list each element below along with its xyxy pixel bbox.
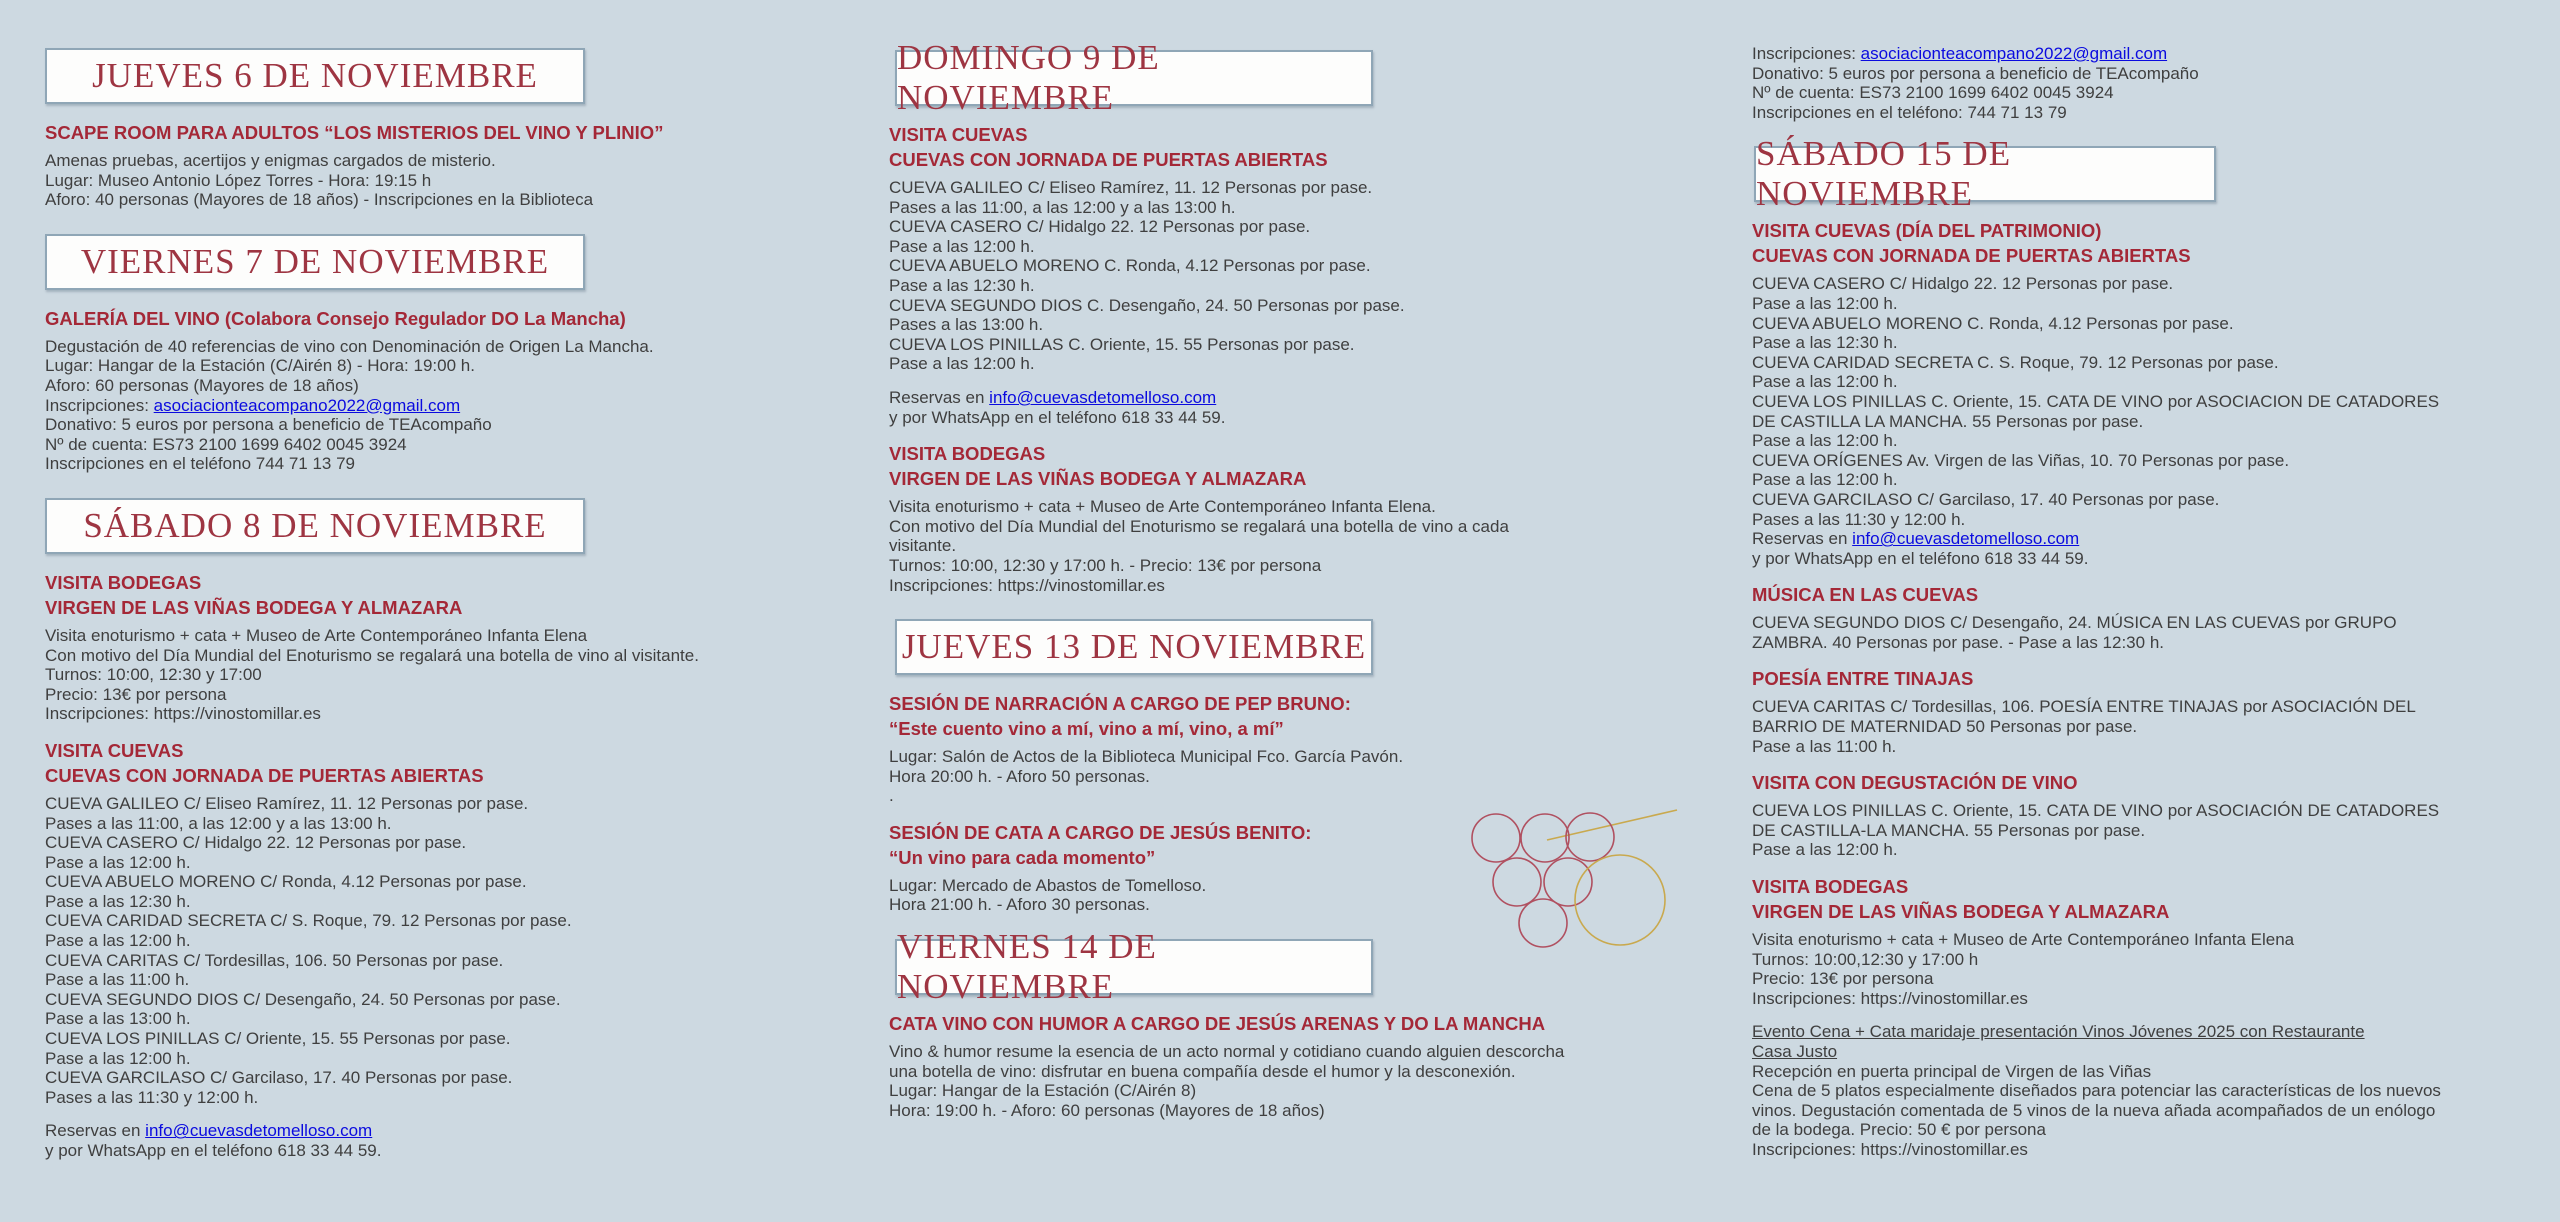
section-title-line: VIRGEN DE LAS VIÑAS BODEGA Y ALMAZARA — [45, 596, 463, 618]
text-line: una botella de vino: disfrutar en buena compañía desde el humor y la desconexión. — [889, 1061, 1516, 1081]
text-line: Turnos: 10:00, 12:30 y 17:00 — [45, 665, 262, 685]
email-link[interactable]: asociacionteacompano2022@gmail.com — [153, 395, 461, 415]
text-line: Visita enoturismo + cata + Museo de Arte Contemporáneo Infanta Elena — [1752, 930, 2295, 950]
text-line: CUEVA ABUELO MORENO C. Ronda, 4.12 Personas por pase. — [889, 256, 1371, 276]
text-line: Turnos: 10:00, 12:30 y 17:00 h. - Precio: 13€ por persona — [889, 555, 1322, 575]
section-title — [45, 306, 855, 331]
text-line: Con motivo del Día Mundial del Enoturismo se regalará una botella de vino a cada — [889, 516, 1509, 536]
text-line: Lugar: Mercado de Abastos de Tomelloso. — [889, 875, 1207, 895]
email-link[interactable]: info@cuevasdetomelloso.com — [1852, 529, 2080, 549]
text-line: Lugar: Museo Antonio López Torres - Hora: 19:15 h — [45, 170, 432, 190]
section-title — [1752, 218, 2552, 268]
grape-berry-icon — [1472, 814, 1520, 862]
text-line: CUEVA CARIDAD SECRETA C/ S. Roque, 79. 12 Personas por pase. — [45, 911, 572, 931]
text-line: CUEVA CASERO C/ Hidalgo 22. 12 Personas por pase. — [1752, 274, 2174, 294]
text-line: Hora: 19:00 h. - Aforo: 60 personas (Mayores de 18 años) — [889, 1100, 1325, 1120]
text-line: CUEVA ORÍGENES Av. Virgen de las Viñas, 10. 70 Personas por pase. — [1752, 450, 2290, 470]
text-line: Pase a las 12:30 h. — [1752, 333, 1898, 353]
text-line: CUEVA CASERO C/ Hidalgo 22. 12 Personas por pase. — [45, 833, 467, 853]
date-header: VIERNES 14 DE NOVIEMBRE — [895, 939, 1373, 995]
text-line: Nº de cuenta: ES73 2100 1699 6402 0045 3924 — [1752, 83, 2114, 103]
text-line: vinos. Degustación comentada de 5 vinos de la nueva añada acompañados de un enólogo — [1752, 1100, 2436, 1120]
paragraph — [45, 1121, 855, 1160]
section-title — [45, 570, 855, 620]
paragraph — [45, 337, 855, 474]
column-3 — [1752, 0, 2552, 1174]
text-line — [45, 1121, 855, 1141]
text-line: CUEVA LOS PINILLAS C. Oriente, 15. CATA DE VINO por ASOCIACIÓN DE CATADORES — [1752, 801, 2440, 821]
grape-illustration — [1440, 740, 1740, 1000]
text-line: Donativo: 5 euros por persona a beneficio de TEAcompaño — [45, 415, 492, 435]
section-title — [1752, 770, 2552, 795]
text-line: CUEVA SEGUNDO DIOS C. Desengaño, 24. 50 Personas por pase. — [889, 295, 1405, 315]
section-title-line: VISITA BODEGAS — [1752, 876, 1909, 898]
text-line: Nº de cuenta: ES73 2100 1699 6402 0045 3924 — [45, 434, 407, 454]
text-line: Pase a las 12:00 h. — [45, 1048, 191, 1068]
text-line: CUEVA GALILEO C/ Eliseo Ramírez, 11. 12 Personas por pase. — [889, 178, 1373, 197]
section-title-line: CUEVAS CON JORNADA DE PUERTAS ABIERTAS — [45, 764, 484, 786]
paragraph — [1752, 1022, 2552, 1159]
text-line: DE CASTILLA-LA MANCHA. 55 Personas por pase. — [1752, 820, 2146, 840]
text-line: CUEVA CARITAS C/ Tordesillas, 106. 50 Personas por pase. — [45, 950, 504, 970]
text-line: y por WhatsApp en el teléfono 618 33 44 59. — [889, 407, 1226, 427]
text-line: CUEVA CARIDAD SECRETA C. S. Roque, 79. 12 Personas por pase. — [1752, 352, 2279, 372]
text-line: Inscripciones en el teléfono: 744 71 13 79 — [1752, 102, 2067, 122]
section-title-line: VISITA CUEVAS (DÍA DEL PATRIMONIO) — [1752, 220, 2102, 242]
text-line: Pase a las 12:00 h. — [1752, 293, 1898, 313]
grape-berry-icon — [1493, 858, 1541, 906]
section-title — [1752, 666, 2552, 691]
section-title-line: CUEVAS CON JORNADA DE PUERTAS ABIERTAS — [1752, 245, 2191, 267]
text-span: Reservas en — [1752, 529, 1853, 549]
text-line: CUEVA GARCILASO C/ Garcilaso, 17. 40 Personas por pase. — [1752, 489, 2220, 509]
text-line: Pase a las 12:00 h. — [1752, 840, 1898, 860]
wine-glass-icon — [1575, 855, 1665, 945]
text-line: Precio: 13€ por persona — [45, 684, 227, 704]
text-line: Recepción en puerta principal de Virgen de las Viñas — [1752, 1061, 2152, 1081]
section-title-line: SESIÓN DE NARRACIÓN A CARGO DE PEP BRUNO: — [889, 693, 1351, 715]
section-title-line: “Un vino para cada momento” — [889, 846, 1156, 868]
text-line: Aforo: 40 personas (Mayores de 18 años) - Inscripciones en la Biblioteca — [45, 190, 594, 210]
text-line: Aforo: 60 personas (Mayores de 18 años) — [45, 375, 359, 395]
email-link[interactable]: info@cuevasdetomelloso.com — [145, 1121, 373, 1141]
text-line: Pases a las 11:30 y 12:00 h. — [1752, 509, 1966, 529]
section-title-line: VIRGEN DE LAS VIÑAS BODEGA Y ALMAZARA — [1752, 901, 2170, 923]
text-line: Hora 21:00 h. - Aforo 30 personas. — [889, 895, 1150, 915]
paragraph — [45, 151, 855, 210]
text-line: Pase a las 13:00 h. — [45, 1009, 191, 1029]
text-line: Vino & humor resume la esencia de un acto normal y cotidiano cuando alguien descorcha — [889, 1042, 1565, 1062]
text-line: CUEVA LOS PINILLAS C. Oriente, 15. 55 Personas por pase. — [889, 334, 1355, 354]
text-line: Pases a las 13:00 h. — [889, 315, 1044, 335]
section-title-line: MÚSICA EN LAS CUEVAS — [1752, 584, 1979, 606]
column-1 — [45, 0, 855, 1175]
text-line: Donativo: 5 euros por persona a beneficio de TEAcompaño — [1752, 63, 2199, 83]
paragraph — [1752, 697, 2552, 756]
text-line: Visita enoturismo + cata + Museo de Arte Contemporáneo Infanta Elena. — [889, 497, 1436, 517]
text-line — [1752, 1022, 2552, 1042]
paragraph — [1752, 274, 2552, 568]
date-header: SÁBADO 8 DE NOVIEMBRE — [45, 498, 585, 554]
text-line: Pase a las 11:00 h. — [45, 970, 190, 990]
paragraph — [45, 794, 855, 1108]
text-line: Pase a las 12:00 h. — [1752, 470, 1898, 490]
text-line: Pase a las 12:00 h. — [45, 931, 191, 951]
text-line: Inscripciones: https://vinostomillar.es — [45, 704, 321, 724]
text-line: y por WhatsApp en el teléfono 618 33 44 59. — [1752, 548, 2089, 568]
section-title-line: CUEVAS CON JORNADA DE PUERTAS ABIERTAS — [889, 149, 1328, 170]
text-line: CUEVA GALILEO C/ Eliseo Ramírez, 11. 12 Personas por pase. — [45, 793, 529, 813]
text-line: Inscripciones: https://vinostomillar.es — [1752, 988, 2028, 1008]
text-line: Lugar: Hangar de la Estación (C/Airén 8) — [889, 1081, 1197, 1101]
text-line: Precio: 13€ por persona — [1752, 969, 1934, 989]
text-line: y por WhatsApp en el teléfono 618 33 44 59. — [45, 1141, 382, 1160]
text-line: Pase a las 12:00 h. — [1752, 372, 1898, 392]
text-line: Pase a las 12:00 h. — [1752, 431, 1898, 451]
text-line: CUEVA CASERO C/ Hidalgo 22. 12 Personas por pase. — [889, 217, 1311, 237]
text-line: Lugar: Salón de Actos de la Biblioteca Municipal Fco. García Pavón. — [889, 747, 1404, 767]
text-line: Cena de 5 platos especialmente diseñados para potenciar las características de los nuevos — [1752, 1081, 2441, 1101]
section-title-line: VISITA CON DEGUSTACIÓN DE VINO — [1752, 772, 2078, 794]
paragraph — [889, 497, 1679, 595]
text-line: Amenas pruebas, acertijos y enigmas cargados de misterio. — [45, 151, 496, 170]
date-header: VIERNES 7 DE NOVIEMBRE — [45, 234, 585, 290]
section-title — [45, 120, 855, 145]
grape-berry-icon — [1519, 899, 1567, 947]
text-line: Pase a las 12:00 h. — [889, 236, 1035, 256]
section-title-line: POESÍA ENTRE TINAJAS — [1752, 668, 1974, 690]
email-link[interactable]: asociacionteacompano2022@gmail.com — [1860, 44, 2168, 63]
section-title — [889, 691, 1679, 741]
text-line: . — [889, 786, 894, 806]
date-header: SÁBADO 15 DE NOVIEMBRE — [1754, 146, 2216, 202]
paragraph — [1752, 801, 2552, 860]
underlined-text: Evento Cena + Cata maridaje presentación Vinos Jóvenes 2025 con Restaurante — [1752, 1022, 2365, 1042]
grape-berry-icon — [1544, 858, 1592, 906]
text-line: CUEVA LOS PINILLAS C. Oriente, 15. CATA DE VINO por ASOCIACION DE CATADORES — [1752, 391, 2440, 411]
text-line — [1752, 44, 2552, 64]
grape-berry-icon — [1566, 813, 1614, 861]
grape-berry-icon — [1521, 814, 1569, 862]
paragraph — [1752, 930, 2552, 1008]
text-line: Pases a las 11:00, a las 12:00 y a las 13:00 h. — [889, 197, 1236, 217]
section-title — [1752, 582, 2552, 607]
text-line: Pase a las 12:30 h. — [889, 275, 1035, 295]
text-line: ZAMBRA. 40 Personas por pase. - Pase a las 12:30 h. — [1752, 632, 2164, 652]
text-line: Inscripciones: https://vinostomillar.es — [889, 575, 1165, 595]
section-title-line: VISITA BODEGAS — [889, 443, 1046, 465]
underlined-text: Casa Justo — [1752, 1042, 1838, 1061]
text-line: visitante. — [889, 536, 957, 556]
text-line: CUEVA GARCILASO C/ Garcilaso, 17. 40 Personas por pase. — [45, 1068, 513, 1088]
paragraph — [889, 178, 1679, 374]
text-line — [889, 388, 1679, 408]
text-line: Con motivo del Día Mundial del Enoturismo se regalará una botella de vino al visitante. — [45, 645, 699, 665]
text-line: de la bodega. Precio: 50 € por persona — [1752, 1120, 2046, 1140]
text-line: CUEVA ABUELO MORENO C. Ronda, 4.12 Personas por pase. — [1752, 313, 2234, 333]
text-line: Inscripciones en el teléfono 744 71 13 79 — [45, 454, 356, 474]
section-title-line: SESIÓN DE CATA A CARGO DE JESÚS BENITO: — [889, 821, 1312, 843]
paragraph — [45, 626, 855, 724]
text-line: Inscripciones: https://vinostomillar.es — [1752, 1139, 2028, 1159]
section-title-line: CATA VINO CON HUMOR A CARGO DE JESÚS ARENAS Y DO LA MANCHA — [889, 1013, 1546, 1035]
text-span: Inscripciones: — [45, 395, 154, 415]
section-title-line: VIRGEN DE LAS VIÑAS BODEGA Y ALMAZARA — [889, 468, 1307, 490]
text-line: Pase a las 12:30 h. — [45, 891, 191, 911]
paragraph — [889, 1042, 1679, 1120]
section-title-line: VISITA BODEGAS — [45, 571, 202, 593]
paragraph — [889, 388, 1679, 427]
text-line — [1752, 529, 2552, 549]
text-line: Turnos: 10:00,12:30 y 17:00 h — [1752, 949, 1979, 969]
text-line: CUEVA LOS PINILLAS C/ Oriente, 15. 55 Personas por pase. — [45, 1029, 511, 1049]
section-title-line: VISITA CUEVAS — [45, 739, 184, 761]
section-title — [889, 441, 1679, 491]
paragraph — [1752, 613, 2552, 652]
text-line: Pase a las 12:00 h. — [889, 354, 1035, 374]
date-header: JUEVES 13 DE NOVIEMBRE — [895, 619, 1373, 675]
text-line: Degustación de 40 referencias de vino con Denominación de Origen La Mancha. — [45, 336, 654, 356]
email-link[interactable]: info@cuevasdetomelloso.com — [989, 387, 1217, 407]
text-line: Pases a las 11:30 y 12:00 h. — [45, 1087, 259, 1107]
text-line: Pases a las 11:00, a las 12:00 y a las 13:00 h. — [45, 813, 392, 833]
section-title-line: GALERÍA DEL VINO (Colabora Consejo Regulador DO La Mancha) — [45, 307, 626, 329]
section-title-line: VISITA CUEVAS — [889, 124, 1028, 145]
section-title — [1752, 874, 2552, 924]
text-line: DE CASTILLA LA MANCHA. 55 Personas por pase. — [1752, 411, 2144, 431]
text-line: Pase a las 12:00 h. — [45, 852, 191, 872]
text-line: CUEVA ABUELO MORENO C/ Ronda, 4.12 Personas por pase. — [45, 872, 527, 892]
text-line: BARRIO DE MATERNIDAD 50 Personas por pase. — [1752, 717, 2138, 737]
text-line: Hora 20:00 h. - Aforo 50 personas. — [889, 766, 1150, 786]
section-title — [889, 1011, 1679, 1036]
text-span: Inscripciones: — [1752, 44, 1861, 63]
section-title-line: “Este cuento vino a mí, vino a mí, vino, a mí” — [889, 718, 1284, 740]
text-line: CUEVA SEGUNDO DIOS C/ Desengaño, 24. 50 Personas por pase. — [45, 989, 561, 1009]
text-line: CUEVA CARITAS C/ Tordesillas, 106. POESÍA ENTRE TINAJAS por ASOCIACIÓN DEL — [1752, 697, 2416, 717]
text-line — [1752, 1042, 2552, 1062]
date-header: JUEVES 6 DE NOVIEMBRE — [45, 48, 585, 104]
section-title — [889, 122, 1679, 172]
text-line: Visita enoturismo + cata + Museo de Arte Contemporáneo Infanta Elena — [45, 625, 588, 645]
text-span: Reservas en — [45, 1121, 146, 1141]
text-line: CUEVA SEGUNDO DIOS C/ Desengaño, 24. MÚSICA EN LAS CUEVAS por GRUPO — [1752, 613, 2397, 633]
text-span: Reservas en — [889, 387, 990, 407]
text-line: Lugar: Hangar de la Estación (C/Airén 8) - Hora: 19:00 h. — [45, 356, 475, 376]
text-line: Pase a las 11:00 h. — [1752, 736, 1897, 756]
section-title-line: SCAPE ROOM PARA ADULTOS “LOS MISTERIOS DEL VINO Y PLINIO” — [45, 122, 664, 143]
date-header: DOMINGO 9 DE NOVIEMBRE — [895, 50, 1373, 106]
section-title — [45, 738, 855, 788]
paragraph — [1752, 44, 2552, 122]
text-line — [45, 396, 855, 416]
